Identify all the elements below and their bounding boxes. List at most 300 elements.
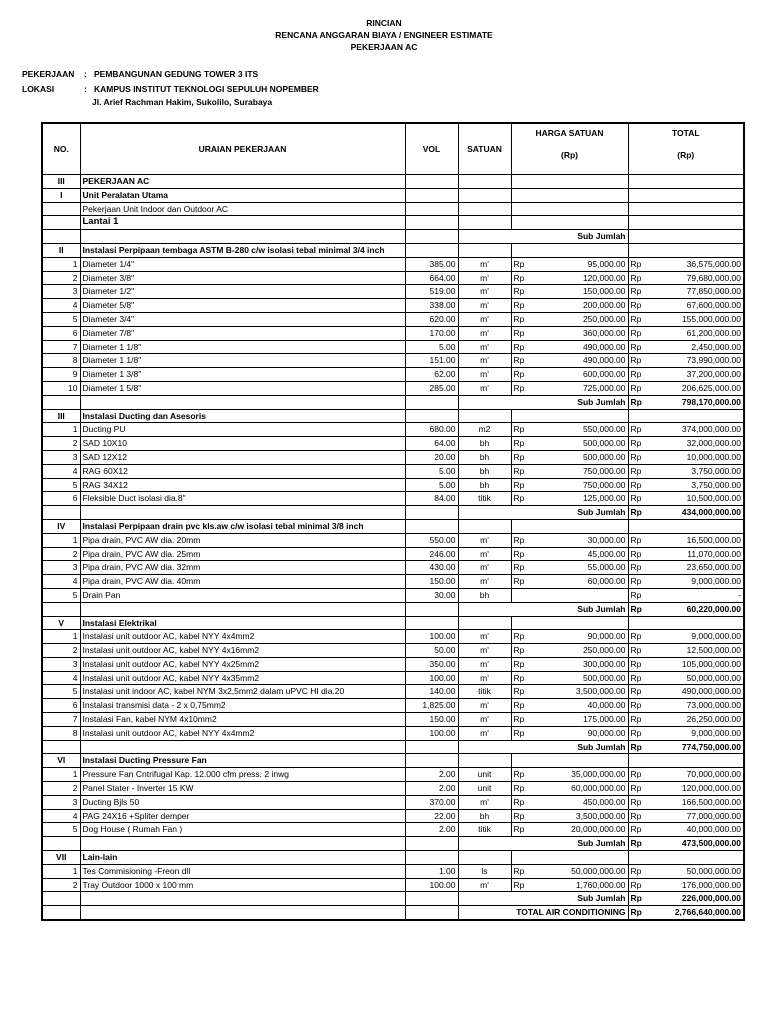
item-total-currency: Rp (628, 478, 650, 492)
item-description: Instalasi transmisi data - 2 x 0,75mm2 (80, 699, 405, 713)
item-volume: 100.00 (405, 671, 458, 685)
empty-cell (533, 243, 628, 257)
section-title: Instalasi Perpipaan tembaga ASTM B-280 c/w isolasi tebal minimal 3/4 inch (80, 243, 405, 257)
section-header-row (42, 188, 744, 202)
lokasi-value: KAMPUS INSTITUT TEKNOLOGI SEPULUH NOPEMBER (94, 84, 319, 94)
item-volume: 519.00 (405, 285, 458, 299)
item-price-currency: Rp (511, 340, 533, 354)
item-total-currency: Rp (628, 368, 650, 382)
item-description: SAD 10X10 (80, 437, 405, 451)
item-price-currency: Rp (511, 312, 533, 326)
item-unit-price: 90,000.00 (533, 726, 628, 740)
section-number: III (42, 409, 80, 423)
subtotal-currency: Rp (628, 837, 650, 851)
table-row (42, 644, 744, 658)
empty-cell (650, 175, 744, 189)
item-total: 9,000,000.00 (650, 575, 744, 589)
item-unit: m' (458, 547, 511, 561)
item-description: Diameter 1 1/8" (80, 340, 405, 354)
section-number: VII (42, 851, 80, 865)
item-no: 2 (42, 644, 80, 658)
item-no: 6 (42, 492, 80, 506)
table-row (42, 699, 744, 713)
item-price-currency: Rp (511, 437, 533, 451)
item-total: 3,750,000.00 (650, 478, 744, 492)
item-no: 2 (42, 878, 80, 892)
item-unit: titik (458, 492, 511, 506)
col-header-harga-label: HARGA SATUAN (535, 128, 604, 138)
item-no: 7 (42, 713, 80, 727)
section-header-row (42, 851, 744, 865)
section-number (42, 202, 80, 216)
col-header-vol: VOL (405, 123, 458, 175)
item-description: RAG 60X12 (80, 464, 405, 478)
item-unit: bh (458, 437, 511, 451)
item-price-currency: Rp (511, 492, 533, 506)
empty-cell (42, 230, 80, 244)
item-total-currency: Rp (628, 381, 650, 395)
item-total-currency: Rp (628, 575, 650, 589)
item-price-currency: Rp (511, 878, 533, 892)
table-row (42, 326, 744, 340)
item-unit-price: 125,000.00 (533, 492, 628, 506)
item-volume: 140.00 (405, 685, 458, 699)
empty-cell (628, 188, 650, 202)
item-total: 50,000,000.00 (650, 864, 744, 878)
table-row (42, 423, 744, 437)
empty-cell (42, 892, 80, 906)
subsection-row (42, 216, 744, 230)
item-total-currency: Rp (628, 492, 650, 506)
item-total-currency: Rp (628, 450, 650, 464)
item-volume: 430.00 (405, 561, 458, 575)
item-unit-price: 450,000.00 (533, 795, 628, 809)
empty-cell (511, 175, 533, 189)
item-total: 374,000,000.00 (650, 423, 744, 437)
item-total-currency: Rp (628, 299, 650, 313)
item-unit: m' (458, 381, 511, 395)
table-row (42, 685, 744, 699)
item-description: Ducting PU (80, 423, 405, 437)
subtotal-row (42, 602, 744, 616)
section-number: III (42, 175, 80, 189)
item-unit-price: 500,000.00 (533, 450, 628, 464)
empty-cell (80, 506, 405, 520)
table-row (42, 561, 744, 575)
item-unit: m' (458, 671, 511, 685)
item-unit: unit (458, 768, 511, 782)
empty-cell (628, 202, 650, 216)
item-total-currency: Rp (628, 782, 650, 796)
empty-cell (405, 851, 458, 865)
empty-cell (42, 602, 80, 616)
subtotal-label: Sub Jumlah (458, 740, 628, 754)
subtotal-value: 60,220,000.00 (650, 602, 744, 616)
empty-cell (458, 754, 511, 768)
empty-cell (533, 409, 628, 423)
item-total: 61,200,000.00 (650, 326, 744, 340)
item-unit: ls (458, 864, 511, 878)
item-description: Instalasi unit outdoor AC, kabel NYY 4x25mm2 (80, 657, 405, 671)
empty-cell (405, 892, 458, 906)
item-total: 23,650,000.00 (650, 561, 744, 575)
item-volume: 100.00 (405, 878, 458, 892)
table-row (42, 299, 744, 313)
item-description: Diameter 7/8" (80, 326, 405, 340)
item-price-currency: Rp (511, 644, 533, 658)
item-total-currency: Rp (628, 437, 650, 451)
item-unit-price: 500,000.00 (533, 671, 628, 685)
item-total-currency: Rp (628, 864, 650, 878)
item-unit-price: 30,000.00 (533, 533, 628, 547)
subtotal-label: Sub Jumlah (458, 230, 628, 244)
item-unit: m' (458, 644, 511, 658)
empty-cell (42, 740, 80, 754)
item-total-currency: Rp (628, 768, 650, 782)
item-unit-price: 550,000.00 (533, 423, 628, 437)
item-description: Diameter 1 3/8" (80, 368, 405, 382)
empty-cell (80, 906, 405, 920)
item-price-currency: Rp (511, 782, 533, 796)
item-description: Instalasi unit outdoor AC, kabel NYY 4x4mm2 (80, 630, 405, 644)
empty-cell (405, 837, 458, 851)
item-total: 50,000,000.00 (650, 671, 744, 685)
grand-total-label: TOTAL AIR CONDITIONING (458, 906, 628, 920)
item-total-currency: Rp (628, 312, 650, 326)
empty-cell (405, 602, 458, 616)
item-total: 9,000,000.00 (650, 726, 744, 740)
item-unit: m' (458, 326, 511, 340)
item-total: 67,600,000.00 (650, 299, 744, 313)
item-total: 40,000,000.00 (650, 823, 744, 837)
item-total: 77,000,000.00 (650, 809, 744, 823)
table-row (42, 368, 744, 382)
item-no: 1 (42, 864, 80, 878)
subtotal-value: 473,500,000.00 (650, 837, 744, 851)
item-no: 5 (42, 823, 80, 837)
item-price-currency: Rp (511, 257, 533, 271)
empty-cell (650, 188, 744, 202)
empty-cell (405, 395, 458, 409)
item-price-currency: Rp (511, 864, 533, 878)
item-volume: 680.00 (405, 423, 458, 437)
section-title: PEKERJAAN AC (80, 175, 405, 189)
item-unit-price: 150,000.00 (533, 285, 628, 299)
item-total-currency: Rp (628, 713, 650, 727)
item-no: 1 (42, 257, 80, 271)
section-number: VI (42, 754, 80, 768)
empty-cell (405, 216, 458, 230)
empty-cell (628, 409, 650, 423)
lokasi-sep: : (84, 84, 87, 94)
empty-cell (650, 616, 744, 630)
item-unit: m' (458, 533, 511, 547)
item-price-currency: Rp (511, 368, 533, 382)
item-no: 5 (42, 312, 80, 326)
subtotal-currency: Rp (628, 506, 650, 520)
empty-cell (42, 906, 80, 920)
item-volume: 338.00 (405, 299, 458, 313)
table-header-row (42, 123, 744, 175)
item-total: 73,000,000.00 (650, 699, 744, 713)
item-total-currency: Rp (628, 257, 650, 271)
table-row (42, 782, 744, 796)
table-row (42, 285, 744, 299)
table-row (42, 478, 744, 492)
item-unit: m' (458, 312, 511, 326)
section-title: Instalasi Elektrikal (80, 616, 405, 630)
table-row (42, 354, 744, 368)
item-total-currency: Rp (628, 644, 650, 658)
item-total-currency: Rp (628, 561, 650, 575)
empty-cell (42, 837, 80, 851)
item-price-currency: Rp (511, 713, 533, 727)
empty-cell (511, 216, 533, 230)
item-total: 9,000,000.00 (650, 630, 744, 644)
item-total-currency: Rp (628, 823, 650, 837)
item-total: 10,500,000.00 (650, 492, 744, 506)
empty-cell (80, 740, 405, 754)
item-description: Diameter 1/4" (80, 257, 405, 271)
item-total-currency: Rp (628, 533, 650, 547)
table-row (42, 464, 744, 478)
table-row (42, 533, 744, 547)
item-price-currency: Rp (511, 685, 533, 699)
item-price-currency: Rp (511, 423, 533, 437)
item-no: 5 (42, 478, 80, 492)
item-volume: 62.00 (405, 368, 458, 382)
col-header-harga (511, 123, 628, 175)
empty-cell (511, 409, 533, 423)
empty-cell (458, 519, 511, 533)
empty-cell (42, 506, 80, 520)
item-total: 176,000,000.00 (650, 878, 744, 892)
table-row (42, 878, 744, 892)
section-title: Lantai 1 (80, 216, 405, 230)
grand-total-value: 2,766,640,000.00 (650, 906, 744, 920)
item-no: 4 (42, 575, 80, 589)
item-description: Tray Outdoor 1000 x 100 mm (80, 878, 405, 892)
section-title: Instalasi Ducting dan Asesoris (80, 409, 405, 423)
table-row (42, 271, 744, 285)
item-volume: 170.00 (405, 326, 458, 340)
item-volume: 100.00 (405, 630, 458, 644)
item-unit: m' (458, 713, 511, 727)
item-no: 2 (42, 437, 80, 451)
table-row (42, 630, 744, 644)
item-volume: 285.00 (405, 381, 458, 395)
table-row (42, 768, 744, 782)
item-total: 105,000,000.00 (650, 657, 744, 671)
empty-cell (533, 175, 628, 189)
item-total: 166,500,000.00 (650, 795, 744, 809)
section-number: I (42, 188, 80, 202)
item-unit-price: 60,000,000.00 (533, 782, 628, 796)
subtotal-currency: Rp (628, 740, 650, 754)
item-no: 3 (42, 657, 80, 671)
item-description: Diameter 3/8" (80, 271, 405, 285)
item-total: 36,575,000.00 (650, 257, 744, 271)
item-total: 37,200,000.00 (650, 368, 744, 382)
item-unit: m' (458, 630, 511, 644)
empty-cell (405, 740, 458, 754)
section-title: Instalasi Perpipaan drain pvc kls.aw c/w isolasi tebal minimal 3/8 inch (80, 519, 405, 533)
item-total-currency: Rp (628, 271, 650, 285)
item-unit-price: 750,000.00 (533, 478, 628, 492)
item-unit-price: 55,000.00 (533, 561, 628, 575)
subtotal-currency (628, 230, 650, 244)
item-price-currency: Rp (511, 285, 533, 299)
item-total-currency: Rp (628, 699, 650, 713)
item-volume: 64.00 (405, 437, 458, 451)
col-header-harga-unit: (Rp) (561, 150, 578, 160)
item-total-currency: Rp (628, 354, 650, 368)
subtotal-label: Sub Jumlah (458, 602, 628, 616)
subtotal-row (42, 740, 744, 754)
section-header-row (42, 243, 744, 257)
item-total-currency: Rp (628, 464, 650, 478)
subtotal-currency: Rp (628, 395, 650, 409)
item-no: 1 (42, 768, 80, 782)
empty-cell (533, 216, 628, 230)
table-row (42, 809, 744, 823)
item-unit-price: 1,760,000.00 (533, 878, 628, 892)
item-description: Pipa drain, PVC AW dia. 32mm (80, 561, 405, 575)
item-price-currency: Rp (511, 464, 533, 478)
item-no: 4 (42, 464, 80, 478)
item-price-currency: Rp (511, 561, 533, 575)
empty-cell (628, 754, 650, 768)
col-header-total (628, 123, 744, 175)
item-total: 206,625,000.00 (650, 381, 744, 395)
item-description: Instalasi unit outdoor AC, kabel NYY 4x4mm2 (80, 726, 405, 740)
empty-cell (533, 754, 628, 768)
section-number (42, 216, 80, 230)
item-unit: bh (458, 464, 511, 478)
item-unit: m' (458, 368, 511, 382)
item-unit-price: 35,000,000.00 (533, 768, 628, 782)
item-no: 4 (42, 671, 80, 685)
item-unit-price: 490,000.00 (533, 340, 628, 354)
item-volume: 151.00 (405, 354, 458, 368)
item-price-currency: Rp (511, 354, 533, 368)
item-no: 4 (42, 299, 80, 313)
item-total-currency: Rp (628, 657, 650, 671)
section-header-row (42, 175, 744, 189)
col-header-uraian: URAIAN PEKERJAAN (80, 123, 405, 175)
item-volume: 30.00 (405, 588, 458, 602)
item-unit-price: 45,000.00 (533, 547, 628, 561)
empty-cell (628, 243, 650, 257)
item-volume: 1,825.00 (405, 699, 458, 713)
section-number: II (42, 243, 80, 257)
table-row (42, 381, 744, 395)
pekerjaan-label: PEKERJAAN (22, 69, 75, 79)
item-unit: m' (458, 340, 511, 354)
empty-cell (533, 519, 628, 533)
item-volume: 84.00 (405, 492, 458, 506)
table-row (42, 588, 744, 602)
item-price-currency: Rp (511, 450, 533, 464)
section-header-row (42, 754, 744, 768)
item-description: SAD 12X12 (80, 450, 405, 464)
item-total: - (650, 588, 744, 602)
subtotal-value: 226,000,000.00 (650, 892, 744, 906)
empty-cell (458, 175, 511, 189)
empty-cell (458, 216, 511, 230)
item-no: 1 (42, 533, 80, 547)
subtotal-row (42, 230, 744, 244)
subtotal-label: Sub Jumlah (458, 506, 628, 520)
item-price-currency: Rp (511, 809, 533, 823)
item-unit: bh (458, 588, 511, 602)
item-description: Dog House ( Rumah Fan ) (80, 823, 405, 837)
item-description: Pipa drain, PVC AW dia. 20mm (80, 533, 405, 547)
item-unit: titik (458, 685, 511, 699)
item-unit-price: 360,000.00 (533, 326, 628, 340)
item-volume: 5.00 (405, 340, 458, 354)
table-row (42, 340, 744, 354)
empty-cell (458, 188, 511, 202)
item-total: 120,000,000.00 (650, 782, 744, 796)
item-description: Instalasi Fan, kabel NYM 4x10mm2 (80, 713, 405, 727)
section-title: Lain-lain (80, 851, 405, 865)
item-total: 10,000,000.00 (650, 450, 744, 464)
item-volume: 150.00 (405, 575, 458, 589)
item-volume: 385.00 (405, 257, 458, 271)
item-unit: m' (458, 257, 511, 271)
item-total: 490,000,000.00 (650, 685, 744, 699)
table-row (42, 864, 744, 878)
item-total-currency: Rp (628, 726, 650, 740)
section-title: Pekerjaan Unit Indoor dan Outdoor AC (80, 202, 405, 216)
item-no: 3 (42, 795, 80, 809)
item-total-currency: Rp (628, 685, 650, 699)
col-header-no: NO. (42, 123, 80, 175)
empty-cell (650, 202, 744, 216)
item-volume: 550.00 (405, 533, 458, 547)
subtotal-label: Sub Jumlah (458, 892, 628, 906)
pekerjaan-value: PEMBANGUNAN GEDUNG TOWER 3 ITS (94, 69, 259, 79)
subsection-row (42, 202, 744, 216)
item-price-currency: Rp (511, 671, 533, 685)
table-row (42, 257, 744, 271)
section-number: V (42, 616, 80, 630)
item-unit-price: 250,000.00 (533, 312, 628, 326)
empty-cell (42, 395, 80, 409)
empty-cell (533, 851, 628, 865)
section-number: IV (42, 519, 80, 533)
item-unit-price: 725,000.00 (533, 381, 628, 395)
empty-cell (650, 519, 744, 533)
empty-cell (405, 202, 458, 216)
item-description: Diameter 5/8" (80, 299, 405, 313)
item-description: RAG 34X12 (80, 478, 405, 492)
item-description: Pipa drain, PVC AW dia. 40mm (80, 575, 405, 589)
empty-cell (458, 409, 511, 423)
item-price-currency: Rp (511, 271, 533, 285)
empty-cell (458, 851, 511, 865)
item-no: 10 (42, 381, 80, 395)
empty-cell (405, 616, 458, 630)
empty-cell (458, 202, 511, 216)
item-price-currency: Rp (511, 657, 533, 671)
item-unit-price: 3,500,000.00 (533, 685, 628, 699)
empty-cell (511, 243, 533, 257)
section-header-row (42, 519, 744, 533)
item-no: 6 (42, 699, 80, 713)
empty-cell (511, 851, 533, 865)
